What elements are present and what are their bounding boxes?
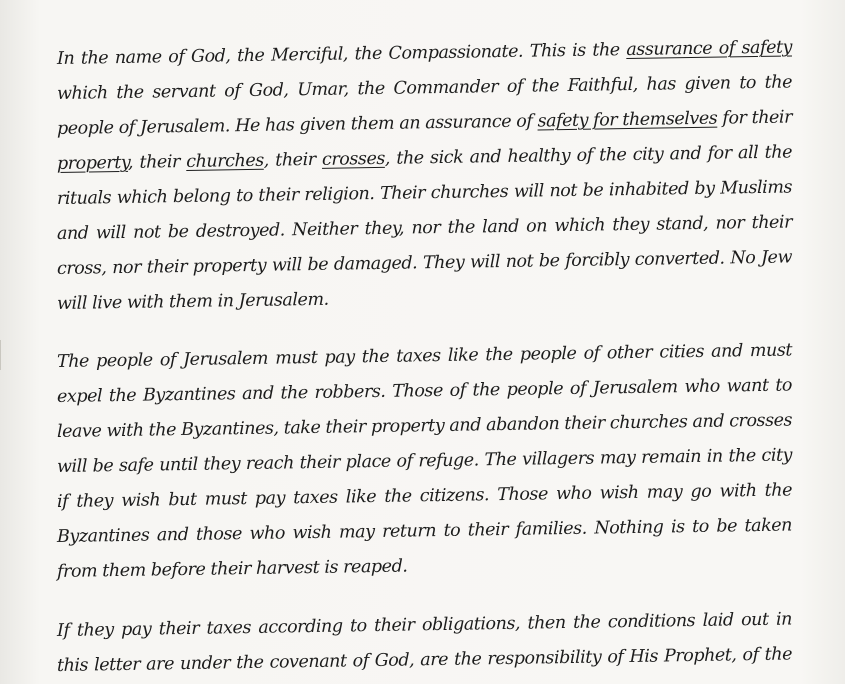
text-segment: , the sick and healthy of the city and for all the [384,142,792,169]
text-segment: leave with the Byzantines, take their property and abandon their churches and crosses [57,410,793,442]
text-segment: Byzantines and those who wish may return to their families. Nothing is to be taken [57,515,792,547]
text-segment: In the name of God, the Merciful, the Compassionate. This is the [57,40,627,69]
text-segment: , their [263,149,323,171]
underlined-phrase: crosses [322,148,385,170]
page-fold-mark [0,340,7,370]
text-segment: this letter are under the covenant of God, are the responsibility of His Prophet, of the [57,644,792,676]
text-segment: , their [128,151,187,173]
text-segment: people of Jerusalem. He has given them an assurance of [57,111,538,139]
text-segment: and will not be destroyed. Neither they, nor the land on which they stand, nor their [57,212,792,244]
paragraph-1 [57,30,792,322]
paragraph-3 [57,602,792,684]
underlined-phrase: assurance of safety [626,37,792,61]
text-segment: from them before their harvest is reaped. [57,556,408,582]
text-segment: If they pay their taxes according to their obligations, then the conditions laid out in [57,609,792,641]
text-segment: which the servant of God, Umar, the Commander of the Faithful, has given to the [57,72,792,104]
text-segment: will live with them in Jerusalem. [57,289,329,314]
text-segment: if they wish but must pay taxes like the citizens. Those who wish may go with the [57,480,792,512]
text-segment: rituals which belong to their religion. Their churches will not be inhabited by Muslims [57,177,792,209]
underlined-phrase: safety for themselves [537,108,718,132]
underlined-phrase: churches [186,150,264,172]
text-segment: for their [717,107,792,129]
text-segment: will be safe until they reach their place of refuge. The villagers may remain in the city [57,445,792,477]
text-segment: The people of Jerusalem must pay the taxes like the people of other cities and must [57,340,792,372]
paragraph-2 [57,333,792,590]
text-segment: cross, nor their property will be damaged. They will not be forcibly converted. No Jew [57,247,792,279]
text-segment: expel the Byzantines and the robbers. Those of the people of Jerusalem who want to [57,375,792,407]
underlined-phrase: property [57,152,129,174]
